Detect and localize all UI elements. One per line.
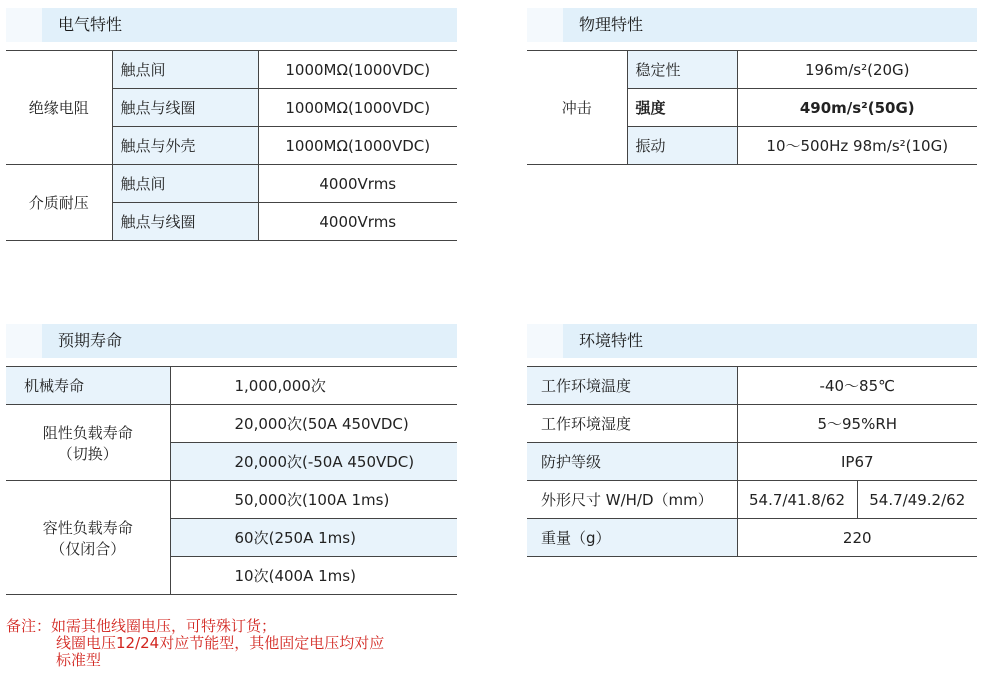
header-tab-decoration <box>527 8 563 42</box>
protection-value: IP67 <box>737 443 977 481</box>
table-row <box>6 51 457 89</box>
table-row <box>527 481 977 519</box>
mech-value: 1,000,000次 <box>170 367 457 405</box>
protection-label: 防护等级 <box>527 443 737 481</box>
shock-label: 冲击 <box>527 51 627 165</box>
insulation-label: 绝缘电阻 <box>6 51 112 165</box>
size-label: 外形尺寸 W/H/D（mm） <box>527 481 737 519</box>
humidity-value: 5～95%RH <box>737 405 977 443</box>
table-row <box>6 165 457 203</box>
resistive-value: 20,000次(-50A 450VDC) <box>170 443 457 481</box>
table-row <box>6 367 457 405</box>
environment-table <box>527 366 977 557</box>
item-cell: 稳定性 <box>627 51 737 89</box>
note-block <box>6 618 384 669</box>
note-line: 备注：如需其他线圈电压，可特殊订货； <box>6 617 277 635</box>
item-cell: 触点与线圈 <box>112 89 258 127</box>
capacitive-value: 50,000次(100A 1ms) <box>170 481 457 519</box>
life-table <box>6 366 457 595</box>
capacitive-label-line1: 容性负载寿命 <box>42 518 133 537</box>
note-line: 标准型 <box>56 651 102 669</box>
table-row <box>527 405 977 443</box>
section-header <box>6 8 457 42</box>
item-cell: 触点与外壳 <box>112 127 258 165</box>
header-tab-decoration <box>527 324 563 358</box>
temp-label: 工作环境温度 <box>527 367 737 405</box>
value-cell: 4000Vrms <box>258 203 457 241</box>
temp-value: -40～85℃ <box>737 367 977 405</box>
size-value: 54.7/49.2/62 <box>857 481 977 519</box>
table-row <box>527 443 977 481</box>
item-cell: 振动 <box>627 127 737 165</box>
section-title: 预期寿命 <box>58 331 123 350</box>
resistive-label-line2: （切换） <box>57 444 118 463</box>
life-section <box>6 324 457 595</box>
value-cell: 1000MΩ(1000VDC) <box>258 51 457 89</box>
physical-section <box>527 8 977 165</box>
value-cell: 490m/s²(50G) <box>737 89 977 127</box>
physical-table <box>527 50 977 165</box>
section-title: 物理特性 <box>579 15 644 34</box>
section-header <box>527 324 977 358</box>
capacitive-value: 10次(400A 1ms) <box>170 557 457 595</box>
table-row <box>6 405 457 443</box>
value-cell: 4000Vrms <box>258 165 457 203</box>
humidity-label: 工作环境湿度 <box>527 405 737 443</box>
table-row <box>527 367 977 405</box>
size-value: 54.7/41.8/62 <box>737 481 857 519</box>
resistive-value: 20,000次(50A 450VDC) <box>170 405 457 443</box>
section-header <box>527 8 977 42</box>
item-cell: 触点间 <box>112 51 258 89</box>
table-row <box>527 51 977 89</box>
section-title: 电气特性 <box>58 15 123 34</box>
header-tab-decoration <box>6 8 42 42</box>
dielectric-label: 介质耐压 <box>6 165 112 241</box>
capacitive-label-line2: （仅闭合） <box>50 539 126 558</box>
item-cell: 强度 <box>627 89 737 127</box>
header-tab-decoration <box>6 324 42 358</box>
table-row <box>527 519 977 557</box>
resistive-label <box>6 405 170 481</box>
weight-label: 重量（g） <box>527 519 737 557</box>
section-header <box>6 324 457 358</box>
capacitive-value: 60次(250A 1ms) <box>170 519 457 557</box>
item-cell: 触点间 <box>112 165 258 203</box>
value-cell: 1000MΩ(1000VDC) <box>258 127 457 165</box>
section-title: 环境特性 <box>579 331 644 350</box>
value-cell: 10～500Hz 98m/s²(10G) <box>737 127 977 165</box>
capacitive-label <box>6 481 170 595</box>
mech-label: 机械寿命 <box>6 367 170 405</box>
weight-value: 220 <box>737 519 977 557</box>
resistive-label-line1: 阻性负载寿命 <box>42 423 133 442</box>
value-cell: 1000MΩ(1000VDC) <box>258 89 457 127</box>
electrical-section <box>6 8 457 241</box>
table-row <box>6 481 457 519</box>
electrical-table <box>6 50 457 241</box>
item-cell: 触点与线圈 <box>112 203 258 241</box>
value-cell: 196m/s²(20G) <box>737 51 977 89</box>
note-line: 线圈电压12/24对应节能型，其他固定电压均对应 <box>56 634 385 652</box>
environment-section <box>527 324 977 557</box>
